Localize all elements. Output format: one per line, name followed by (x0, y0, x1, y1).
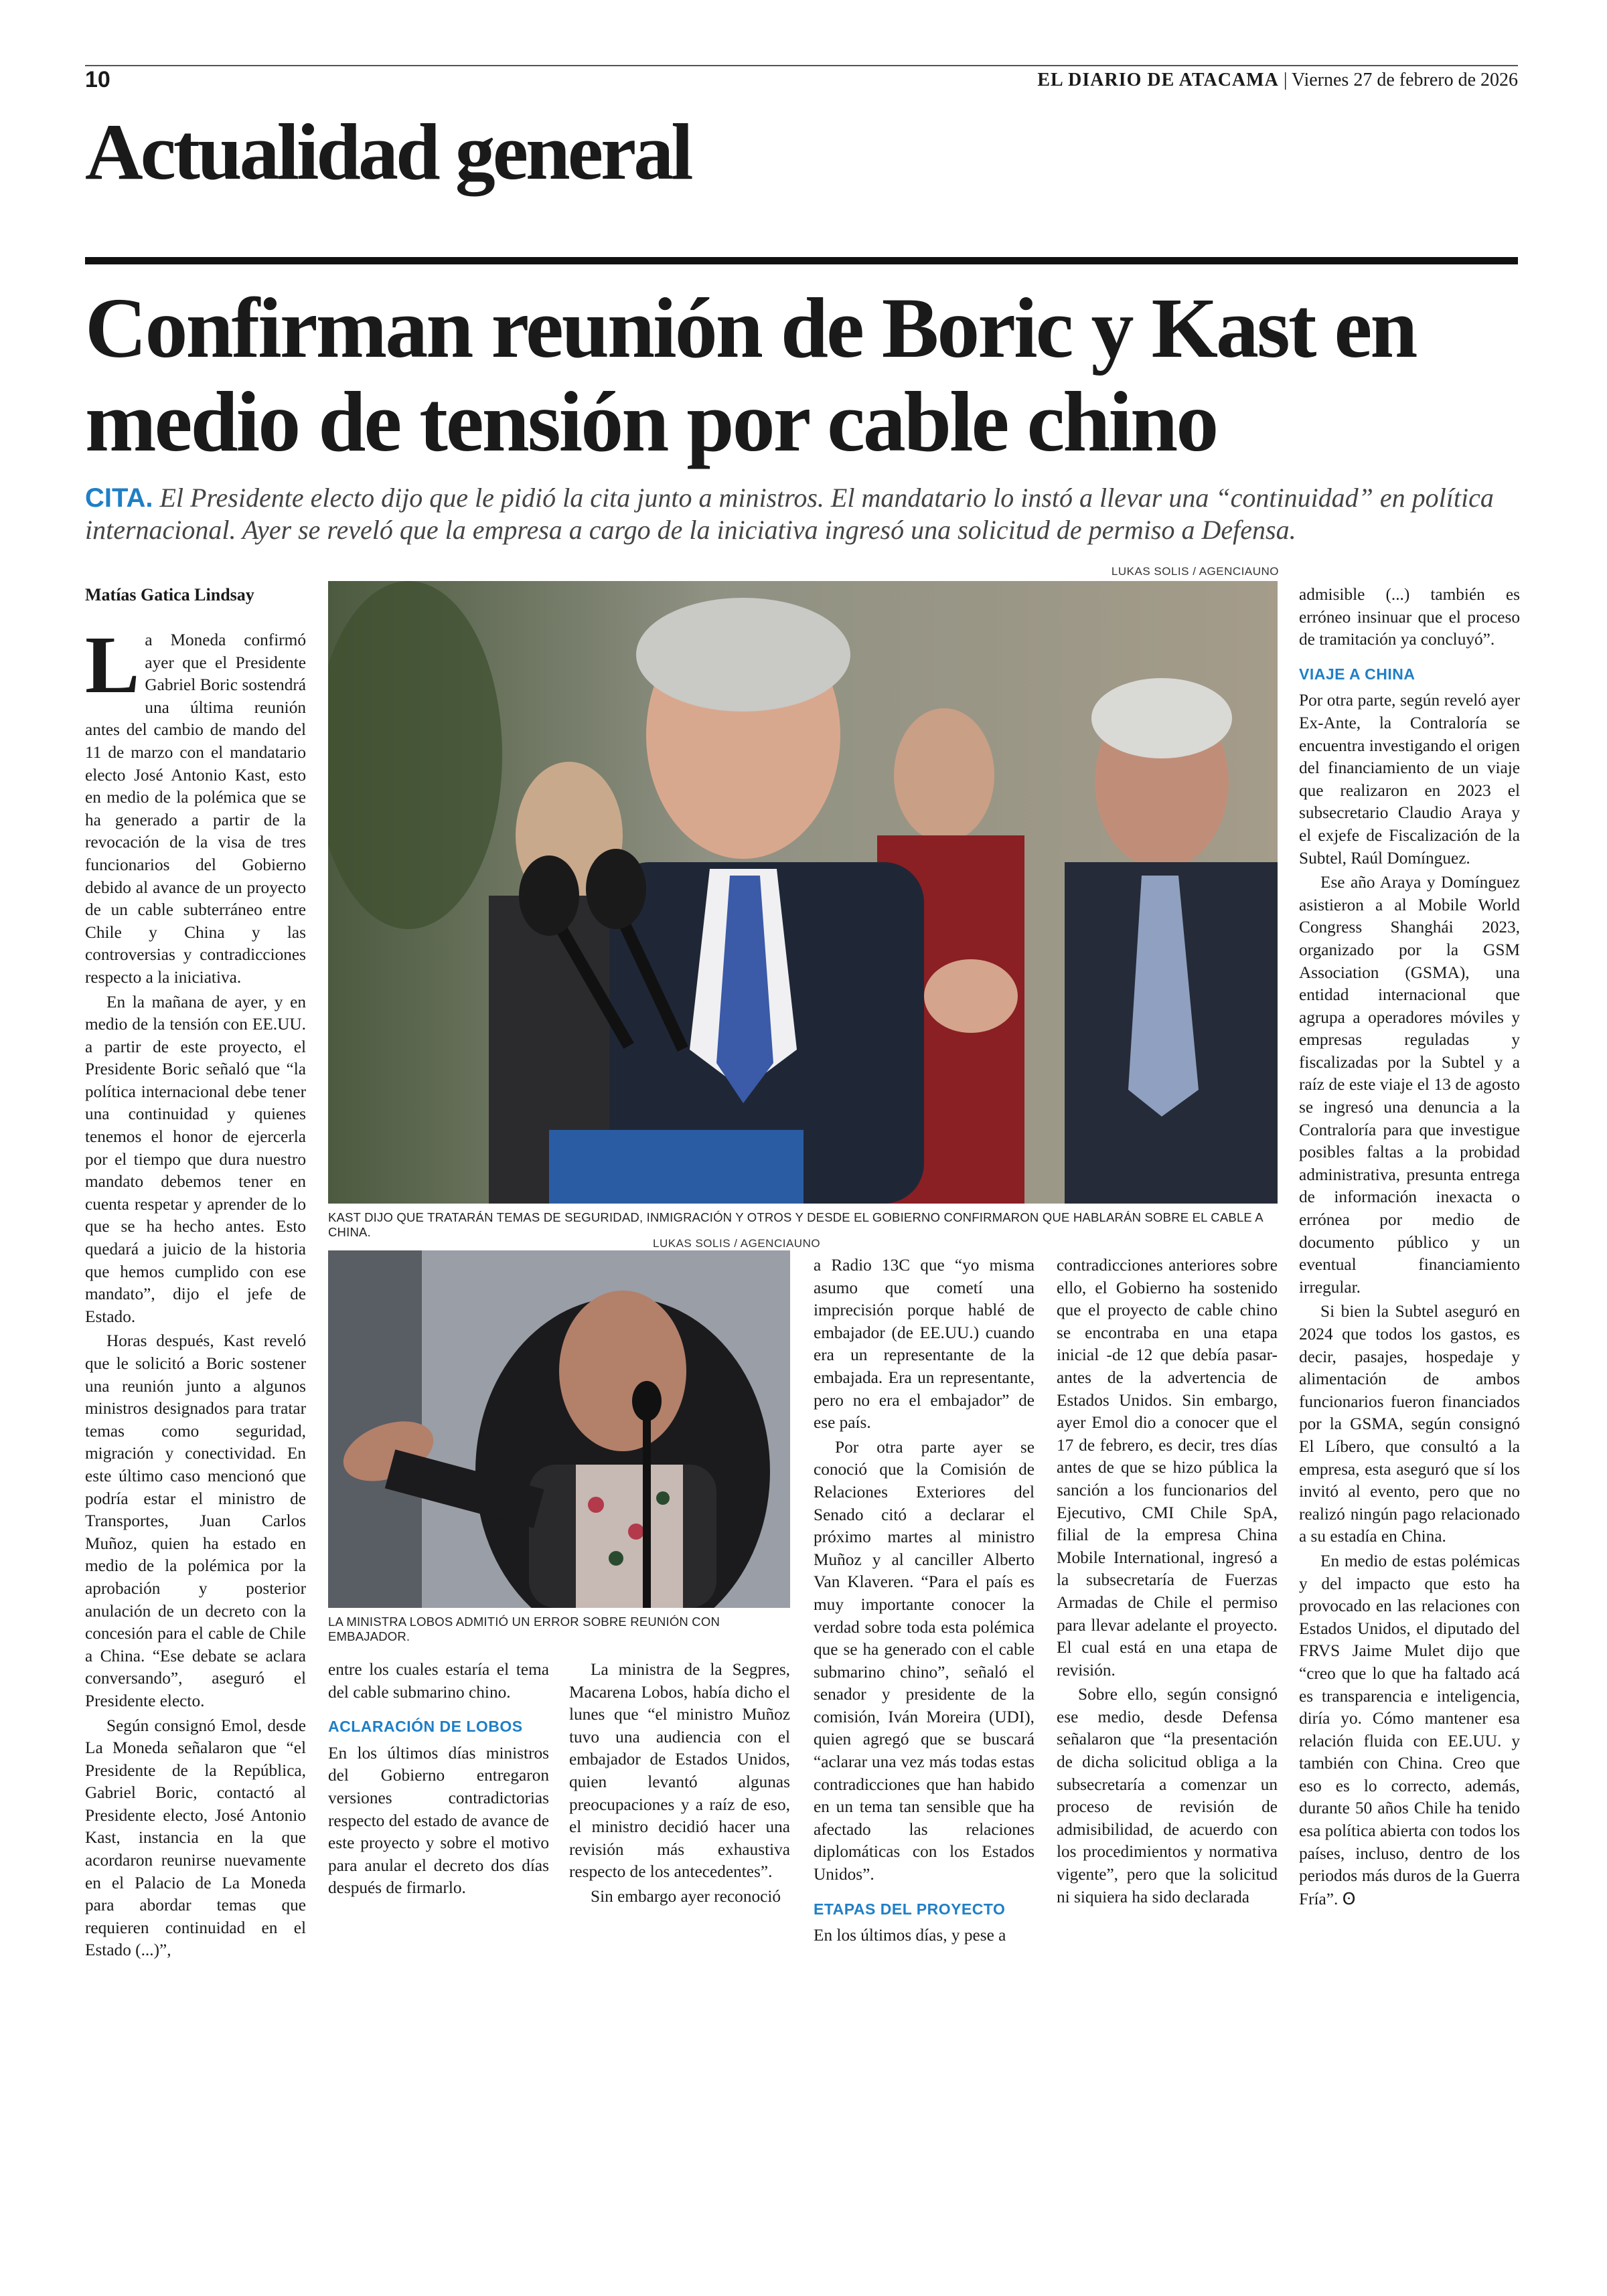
col4-para-2: Por otra parte ayer se conoció que la Comisión de Relaciones Exteriores del Senado citó a declarar el próximo martes al ministro Muñoz y al canciller Alberto Van Klaveren. “Para el país es muy importante conocer la verdad sobre toda esta polémica que se ha generado con el cable submarino chino”, señaló el senador y presidente de la comisión, Iván Moreira (UDI), quien agregó que se buscará “aclarar una vez más todas estas contradicciones que han habido en un tema tan sensible que ha afectado las relaciones diplomáticas con los Estados Unidos”. (814, 1437, 1035, 1884)
col3-para-2: Sin embargo ayer reconoció (591, 1886, 781, 1906)
byline: Matías Gatica Lindsay (85, 585, 254, 604)
deck (85, 482, 1518, 546)
subhead-etapas: ETAPAS DEL PROYECTO (814, 1900, 1006, 1918)
subhead-aclaracion: ACLARACIÓN DE LOBOS (328, 1718, 523, 1736)
paper-name: EL DIARIO DE ATACAMA (1037, 70, 1279, 90)
column-2 (328, 1659, 549, 1902)
col6-para-1: Por otra parte, según reveló ayer Ex-Ante, la Contraloría se encuentra investigando el origen del financiamiento de un viaje que realizaron en 2023 el subsecretario Claudio Araya y el exjefe de Fiscalización de la Subtel, Raúl Domínguez. (1299, 691, 1520, 868)
col6-para-3: Si bien la Subtel aseguró en 2024 que todos los gastos, es decir, pasajes, hospedaje y alimentación de ambos funcionarios fueron financiados por la GSMA, según consignó El Líbero, que consultó a la empresa, esta aseguró que sí los invitó al evento, pero que no realizó ningún pago relacionado a su estadía en China. (1299, 1302, 1520, 1546)
top-rule (85, 65, 1518, 66)
column-1 (85, 620, 306, 1964)
issue-date: Viernes 27 de febrero de 2026 (1291, 70, 1518, 90)
col5-para-2: Sobre ello, según consignó ese medio, desde Defensa señalaron que “la presentación de dicha solicitud obliga a la subsecretaría a comenzar un proceso de revisión de admisibilidad, de acuerdo con los procedimientos y normativa vigente”, pero que la solicitud ni siquiera ha sido declarada (1057, 1685, 1278, 1906)
col6-continuation: admisible (...) también es erróneo insinuar que el proceso de tramitación ya concluyó”. (1299, 585, 1520, 649)
col1-para-3: Horas después, Kast reveló que le solicitó a Boric sostener una reunión junto a algunos ministros designados para tratar temas como seguridad, migración y conectividad. En este último caso mencionó que podría estar el ministro de Transportes, Juan Carlos Muñoz, quien ha estado en medio de la polémica por la aprobación y posterior anulación de un decreto con la concesión para el cable de Chile a China. “Ese debate se aclara conversando”, aseguró el Presidente electo. (85, 1331, 306, 1710)
column-6 (1299, 584, 1520, 1912)
masthead: EL DIARIO DE ATACAMA | Viernes 27 de febrero de 2026 (1037, 70, 1518, 90)
column-4 (814, 1254, 1035, 1949)
second-photo-illustration (328, 1250, 790, 1608)
main-photo (328, 581, 1278, 1204)
deck-text: El Presidente electo dijo que le pidió la cita junto a ministros. El mandatario lo instó a llevar una “continuidad” en política internacional. Ayer se reveló que la empresa a cargo de la iniciativa ingresó una solicitud de permiso a Defensa. (85, 483, 1494, 545)
section-title: Actualidad general (85, 107, 691, 196)
drop-cap: L (85, 620, 140, 710)
col6-para-4 (1299, 1550, 1520, 1911)
main-photo-illustration (328, 581, 1278, 1204)
col4-para-1: a Radio 13C que “yo misma asumo que cometí una imprecisión porque hablé de embajador (de EE.UU.) cuando era un representante de la embajada. Era un representante, pero no era el embajador” de ese país. (814, 1256, 1035, 1432)
subhead-viaje: VIAJE A CHINA (1299, 665, 1415, 683)
col2-para-1: En los últimos días ministros del Gobierno entregaron versiones contradictorias respecto del estado de avance de este proyecto y sobre el motivo para anular el decreto dos días después de firmarlo. (328, 1743, 549, 1898)
col6-para-4-text: En medio de estas polémicas y del impacto que esto ha provocado en las relaciones con Estados Unidos, el diputado del FRVS Jaime Mulet dijo que “creo que lo que ha faltado acá es transparencia e inteligencia, diría yo. Cómo mantener esa relación fluida con EE.UU. y también con China. Creo que eso es lo correcto, además, durante 50 años Chile ha tenido esa política abierta con todos los países, incluso, dentro de los periodos más duros de la Guerra Fría”. (1299, 1551, 1520, 1908)
col6-para-2: Ese año Araya y Domínguez asistieron a al Mobile World Congress Shanghái 2023, organizado por la GSM Association (GSMA), una entidad internacional que agrupa a operadores móviles y empresas reguladas y fiscalizadas por la Subtel y a raíz de este viaje el 13 de agosto se ingresó una denuncia a la Contraloría para que investigue posibles faltas a la probidad administrativa, presunta entrega de información inexacta o errónea por medio de documento público y un eventual financiamiento irregular. (1299, 873, 1520, 1297)
col4-para-3: En los últimos días, y pese a (814, 1926, 1006, 1945)
photo2-caption: LA MINISTRA LOBOS ADMITIÓ UN ERROR SOBRE REUNIÓN CON EMBAJADOR. (328, 1615, 720, 1643)
col3-para-1: La ministra de la Segpres, Macarena Lobos, había dicho el lunes que “el ministro Muñoz tuvo una audiencia con el embajador de Estados Unidos, quien levantó algunas preocupaciones y a raíz de eso, el ministro decidió hacer una revisión más exhaustiva respecto de los antecedentes”. (569, 1660, 790, 1882)
deck-kicker: CITA. (85, 483, 153, 513)
col1-para-1: a Moneda confirmó ayer que el Presidente Gabriel Boric sostendrá una última reunión antes del cambio de mando del 11 de marzo con el mandatario electo José Antonio Kast, esto en medio de la polémica que se ha generado a partir de la revocación de la visa de tres funcionarios del Gobierno debido al avance de un proyecto de un cable subterráneo entre Chile y China y las controversias y contradicciones respecto a la iniciativa. (85, 631, 306, 987)
col2-continuation: entre los cuales estaría el tema del cable submarino chino. (328, 1660, 549, 1702)
column-3 (569, 1659, 790, 1910)
end-mark-icon: ʘ (1342, 1888, 1356, 1908)
col1-para-2: En la mañana de ayer, y en medio de la tensión con EE.UU. a partir de este proyecto, el Presidente Boric señaló que “la política internacional debe tener una continuidad y quienes tenemos el honor de ejercerla por el tiempo que dura nuestro mandato debemos tener en cuenta respetar y aprender de lo que se ha hecho antes. Esto quedará a juicio de la historia que hemos cumplido con ese mandato”, dijo el jefe de Estado. (85, 992, 306, 1326)
photo2-credit: LUKAS SOLIS / AGENCIAUNO (653, 1237, 821, 1250)
second-photo (328, 1250, 790, 1608)
page-number: 10 (85, 67, 110, 92)
column-5 (1057, 1254, 1278, 1910)
photo1-caption: KAST DIJO QUE TRATARÁN TEMAS DE SEGURIDAD, INMIGRACIÓN Y OTROS Y DESDE EL GOBIERNO CONFIRMARON QUE HABLARÁN SOBRE EL CABLE A CHINA. (328, 1210, 1263, 1239)
col1-para-4: Según consignó Emol, desde La Moneda señalaron que “el Presidente de la República, Gabriel Boric, contactó al Presidente electo, José Antonio Kast, instancia en la que acordaron reunirse nuevamente en el Palacio de La Moneda para abordar temas que requieren continuidad en el Estado (...)”, (85, 1716, 306, 1960)
photo1-credit: LUKAS SOLIS / AGENCIAUNO (1111, 565, 1279, 578)
section-rule (85, 257, 1518, 264)
headline: Confirman reunión de Boric y Kast en medio de tensión por cable chino (85, 280, 1416, 469)
col5-para-1: contradicciones anteriores sobre ello, el Gobierno ha sostenido que el proyecto de cable chino se encontraba en una etapa inicial -de 12 que debía pasar- antes de la advertencia de Estados Unidos. Sin embargo, ayer Emol dio a conocer que el 17 de febrero, es decir, tres días antes de que se hizo pública la sanción a los funcionarios del Ejecutivo, CMI Chile SpA, filial de la empresa China Mobile International, ingresó a la subsecretaría de Fuerzas Armadas de Chile el permiso para llevar adelante el proyecto. El cual está en una etapa de revisión. (1057, 1256, 1278, 1679)
